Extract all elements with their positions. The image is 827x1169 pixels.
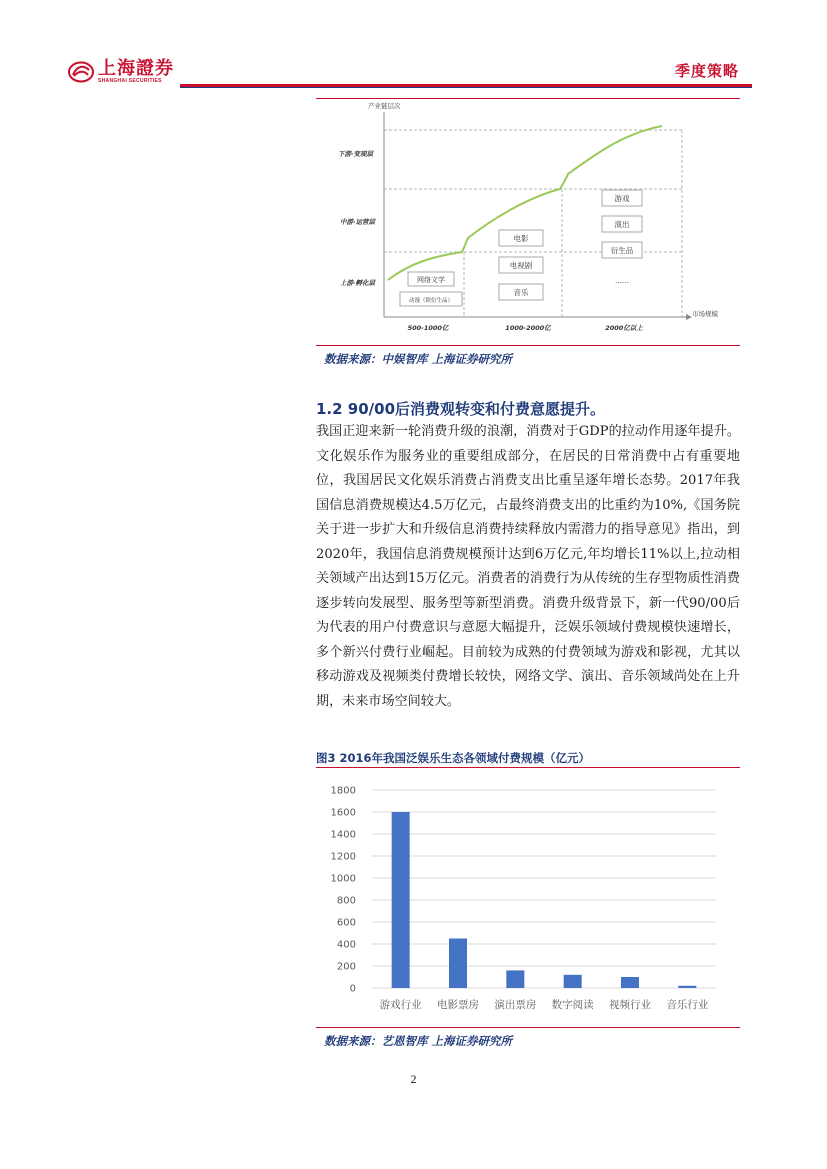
y-tick-label: 400 <box>336 939 356 951</box>
range-label-3: 2000亿以上 <box>605 324 643 332</box>
bar-6 <box>678 986 696 988</box>
figure2-source: 数据来源：中娱智库 上海证券研究所 <box>324 352 513 366</box>
y-tick-label: 0 <box>349 983 356 995</box>
x-tick-label: 游戏行业 <box>379 999 422 1011</box>
box-movie-label: 电影 <box>513 234 529 243</box>
y-tick-label: 1600 <box>330 807 356 819</box>
company-logo <box>68 60 174 84</box>
figure3-source: 数据来源：艺恩智库 上海证券研究所 <box>324 1034 513 1048</box>
body-paragraph: 我国正迎来新一轮消费升级的浪潮，消费对于GDP的拉动作用逐年提升。文化娱乐作为服务业的重要组成部分，在居民的日常消费中占有重要地位，我国居民文化娱乐消费占消费支出比重呈逐年增长态势。2017年我国信息消费规模达4.5万亿元，占最终消费支出的比重约为10%,《国务院关于进一步扩大和升级信息消费持续释放内需潜力的指导意见》指出，到2020年，我国信息消费规模预计达到6万亿元,年均增长11%以上,拉动相关领域产出达到15万亿元。消费者的消费行为从传统的生存型物质性消费逐步转向发展型、服务型等新型消费。消费升级背景下，新一代90/00后为代表的用户付费意识与意愿大幅提升，泛娱乐领域付费规模快速增长，多个新兴付费行业崛起。目前较为成熟的付费领域为游戏和影视，尤其以移动游戏及视频类付费增长较快，网络文学、演出、音乐领域尚处在上升期，未来市场空间较大。 <box>316 424 740 709</box>
x-tick-label: 演出票房 <box>494 999 537 1011</box>
x-axis-title: 市场规模 <box>692 310 718 318</box>
range-label-1: 500-1000亿 <box>407 324 449 332</box>
chart-background <box>316 778 740 1018</box>
figure3-caption: 图3 2016年我国泛娱乐生态各领域付费规模（亿元） <box>316 751 591 765</box>
range-label-2: 1000-2000亿 <box>505 324 551 332</box>
figure2-bottom-rule <box>316 345 740 346</box>
bar-1 <box>392 812 410 988</box>
x-tick-label: 电影票房 <box>437 999 479 1011</box>
figure2-top-rule <box>316 98 740 99</box>
report-type: 季度策略 <box>674 62 739 80</box>
y-tick-label: 200 <box>336 961 356 973</box>
x-tick-label: 音乐行业 <box>666 999 709 1011</box>
logo-chinese-name: 上海證券 <box>98 58 174 79</box>
y-axis-title: 产业链层次 <box>368 102 401 110</box>
box-tv-series-label: 电视剧 <box>509 261 533 270</box>
header-divider-blue <box>180 87 752 88</box>
box-performance-label: 演出 <box>614 220 630 229</box>
section-title: 1.2 90/00后消费观转变和付费意愿提升。 <box>316 400 606 418</box>
bar-4 <box>564 975 582 988</box>
figure3-top-rule <box>316 767 740 768</box>
y-tick-label: 800 <box>336 895 356 907</box>
bar-2 <box>449 939 467 989</box>
payment-scale-bar-chart <box>316 778 740 1018</box>
level-label-midstream: 中游·运营层 <box>340 218 375 226</box>
figure3-bottom-rule <box>316 1027 740 1028</box>
logo-emblem-icon <box>68 61 94 83</box>
logo-english-name: SHANGHAI SECURITIES <box>98 78 162 84</box>
level-label-downstream: 下游·变现层 <box>338 150 373 158</box>
box-game-label: 游戏 <box>614 194 630 203</box>
industry-chain-diagram <box>316 100 740 342</box>
y-tick-label: 1800 <box>330 785 356 797</box>
y-tick-label: 1200 <box>330 851 356 863</box>
y-tick-label: 600 <box>336 917 356 929</box>
bar-3 <box>506 970 524 988</box>
level-label-upstream: 上游·孵化层 <box>340 279 375 287</box>
box-derivatives-label: 衍生品 <box>610 246 634 255</box>
box-music-label: 音乐 <box>513 288 529 297</box>
x-tick-label: 数字阅读 <box>551 999 594 1011</box>
box-animation-label: 动漫（除衍生品） <box>408 298 454 304</box>
y-tick-label: 1400 <box>330 829 356 841</box>
y-tick-label: 1000 <box>330 873 356 885</box>
page-number: 2 <box>410 1072 417 1086</box>
x-tick-label: 视频行业 <box>609 999 651 1011</box>
more-ellipsis: …… <box>615 277 629 285</box>
box-network-literature-label: 网络文学 <box>417 276 445 284</box>
bar-5 <box>621 977 639 988</box>
